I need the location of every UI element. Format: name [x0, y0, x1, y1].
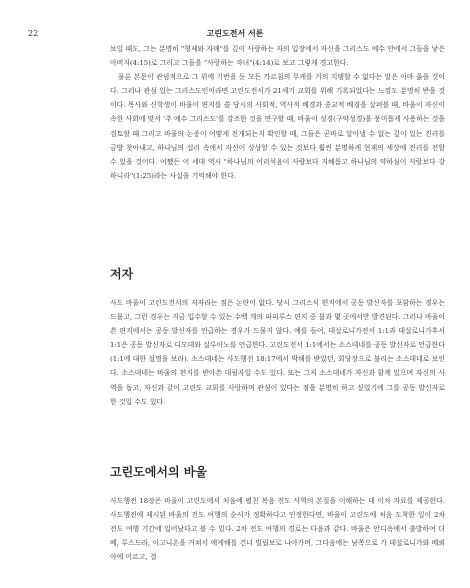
page-header [0, 0, 470, 40]
corinth-paragraph-1: 사도행전 18장은 바울이 고린도에서 처음에 펼친 복음 전도 사역의 본질을 이해하는 데 이차 자료를 제공한다. 사도행전에 제시된 바울의 전도 여행의 순서가 정확하다고 인정한다면, 바울이 고린도에 처음 도착한 일이 2차 전도 여행 기간에 일어났다고 볼 수 있다. 2차 전도 여행의 경로는 다음과 같다. 바울은 안디옥에서 출발하여 더베, 루스드라, 이고니온을 거쳐서 에게해를 건너 빌립보로 나아가며, 그다음에는 남쪽으로 가 데살로니가와 베뢰아에 이르고, 결 [110, 497, 445, 562]
section-heading-author: 저자 [110, 267, 134, 281]
page-number: 22 [28, 29, 39, 38]
intro-section [110, 42, 445, 183]
author-paragraph-1: 사도 바울이 고린도전서의 저자라는 점은 논란이 없다. 당시 그리스식 편지에서 공동 발신자를 포함하는 경우는 드물고, 그런 경우는 지금 입수할 수 있는 수백 개의 파피루스 편지 중 불과 몇 곳에서만 발견된다. 그러나 바울이 쓴 편지에서는 공동 발신자를 언급하는 경우가 드물지 않다. 예를 들어, 데살로니가전서 1:1과 데살로니가후서 1:1은 공동 발신자로 디모데와 실루아노를 언급한다. 고린도전서 1:1에서는 소스데네를 공동 발신자로 언급한다(1:1에 대한 설명을 보라). 소스데네는 사도행전 18:17에서 박해를 받았던, 회당장으로 불리는 소스데네로 보인다. 소스데네는 바울의 편지를 받아쓴 대필자일 수도 있다. 또는 그저 소스데네가 자신과 함께 있으며 자신의 사역을 돕고, 자신과 같이 고린도 교회를 사랑하며 관심이 있다는 점을 분명히 하고 싶었기에 그를 공동 발신자로 한 것일 수도 있다. [110, 299, 445, 406]
intro-paragraph-2: 물론 본문이 관념적으로 그 위에 기반을 둔 모든 가르침의 무게를 거의 지탱할 수 없다는 말은 아마 옳을 것이다. 그러나 관심 있는 그리스도인이라면 고린도전서가 21세기 교회를 위해 기록되었다는 느낌도 분명히 받을 것이다. 목사와 신학생이 바울이 편지를 쓸 당시의 사회적, 역사적 배경과 종교적 배경을 살펴볼 때, 바울이 자신이 속한 사회에 맞서 '주 예수 그리스도'를 강조한 것을 연구할 때, 바울이 성경(구약성경)을 풍미롭게 사용하는 것을 검토할 때 그리고 바울의 논증이 어떻게 전개되는지 확인할 때, 그들은 곧바로 알아낼 수 없는 깊이 있는 진리를 금방 찾아내고, 하나님의 섭리 속에서 자신이 상상할 수 있는 것보다 훨씬 분명하게 현재의 세상에 진리를 전할 수 있을 것이다. 어쨌든 이 세대 역시 "하나님의 어리석음이 사람보다 지혜롭고 하나님의 약하심이 사람보다 강하니라"(1:25)라는 사실을 기억해야 한다. [110, 73, 445, 180]
section-heading-corinth: 고린도에서의 바울 [110, 465, 207, 479]
intro-paragraph-1: 보일 때도, 그는 분명히 "형제와 자매"를 깊이 사랑하는 자의 입장에서 자신을 그리스도 예수 안에서 그들을 낳은 아버지(4:15)로 그리고 그들을 "사랑하는 자녀"(4:14)로 보고 그렇게 경고한다. [110, 45, 445, 68]
author-section [110, 296, 445, 409]
running-title: 고린도전서 서론 [206, 28, 264, 38]
corinth-section [110, 494, 445, 564]
